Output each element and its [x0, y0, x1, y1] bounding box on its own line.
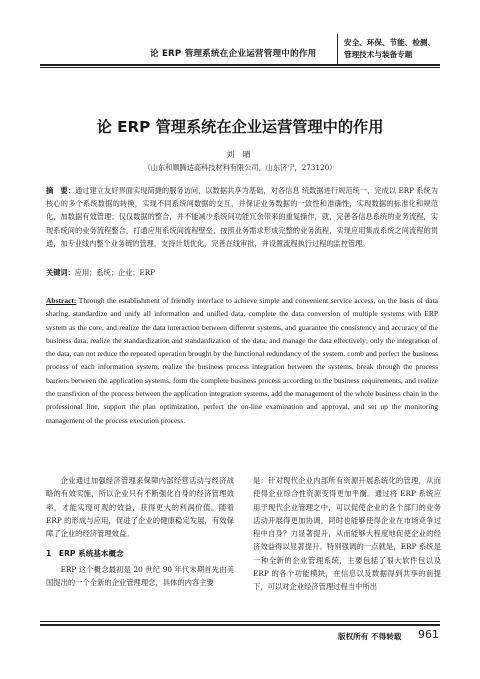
author: 刘 晴	[226, 150, 254, 159]
section-label-line2: 管理技术与装备专题	[344, 50, 413, 59]
page-number: 961	[418, 628, 439, 641]
body-left-column	[46, 474, 234, 589]
header-rule	[40, 64, 440, 66]
copyright-notice: 版权所有 不得转载	[338, 632, 402, 641]
footer-rule-thin	[40, 621, 440, 622]
chinese-abstract-label: 摘 要：	[46, 186, 75, 195]
affiliation: （山东和顺腾达高科技材料有限公司，山东济宁，273120）	[143, 163, 337, 172]
section-label	[344, 37, 442, 61]
english-abstract-label: Abstract:	[46, 296, 77, 305]
intro-paragraph: 企业通过加强经济管理来保障内部经营活动与经济战略的有效实施，所以企业只有不断强化自身的经济管理效率，才能实现可观的效益，获得更大的利润价值。随着 ERP 的形成与应用，促进了企业的健康稳定发展，有效保障了企业的经济管理效益。	[46, 476, 234, 539]
section1-paragraph: ERP 这个概念最初是 20 世纪 90 年代末期首先由美国提出的一个全新的企业管理理念，具体的内容主要	[46, 564, 234, 588]
chinese-keywords	[46, 266, 438, 279]
body-right-column	[253, 474, 441, 594]
paper-title: 论 ERP 管理系统在企业运营管理中的作用	[96, 118, 384, 136]
section-label-line1: 安全、环保、节能、检测、	[344, 38, 436, 47]
keywords-text: 应用；系统；企业；ERP	[74, 268, 155, 277]
section-heading: 1 ERP 系统基本概念	[46, 549, 124, 559]
header-divider	[337, 34, 338, 64]
english-abstract	[46, 294, 438, 427]
english-abstract-text: Through the establishment of friendly interface to achieve simple and convenient service access, on the basis of data sharing, standardize and unify all information and unified data, complete the data conversion of multiple systems with ERP system as the core, and realize the data interaction between different systems, and guarantee the consistency and accuracy of the business data, realize the standardization and standardization of the data, and manage the data effectively; only the integration of the data, can not reduce the repeated operation brought by the functional redundancy of the system, comb and perfect the business process of each information system, realize the business process integration between the systems, break through the process barriers between the application systems, form the complete business process according to the business requirements, and realize the transfixion of the process between the application integration systems, add the management of the whole business chain in the professional line, support the plan optimization, perfect the on-line examination and approval, and set up the monitoring management of the process execution process.	[46, 296, 438, 425]
running-title: 论 ERP 管理系统在企业运营管理中的作用	[150, 49, 317, 59]
chinese-abstract-text: 通过建立友好界面实现简捷的服务访问，以数据共享为基础，对各信息 统数据进行规范统一，完成以 ERP 系统为核心的多个系统数据的转换，实现不同系统间数据的交互，并保证业务数据的一致性和准确性，实现数据的标准化和规范化，加数据有效管理；仅仅数据的整合，并不能减少系统间功能冗余带来的重复操作，就，完善各信息系统的业务流程，实现系统间的业务流程整合，打通应用系统间流程壁垒，按照业务需求形成完整的业务流程，实现应用集成系统之间流程的贯通，加专业线内整个业务链的管理，支持计划优化，完善在线审批，并设置流程执行过程的监控管理。	[46, 186, 438, 248]
keywords-label: 关键词：	[46, 268, 75, 277]
header-rule-thin	[40, 67, 440, 68]
chinese-abstract	[46, 184, 438, 250]
footer-rule	[40, 624, 440, 626]
section1-continued-paragraph: 是：针对现代企业内部所有资源开展系统化的管理，从而使得企业综合性资源变得更加平衡。通过将 ERP 系统应用于现代企业管理之中，可以促使企业的各个部门的业务活动开展得更加协调，同时也能够使得企业在市场竞争过程中自身？力显著提升，从而能够大程度地促使企业的经济效益得以显著提升。特别强调的一点就是，ERP 系统是一种全新的企业管理系统，主要包括了很大软件包以及 ERP 的各个功能模块，在信息以及数据得到共享的前提下，可以对企业经济管理过程当中所出	[253, 476, 441, 592]
